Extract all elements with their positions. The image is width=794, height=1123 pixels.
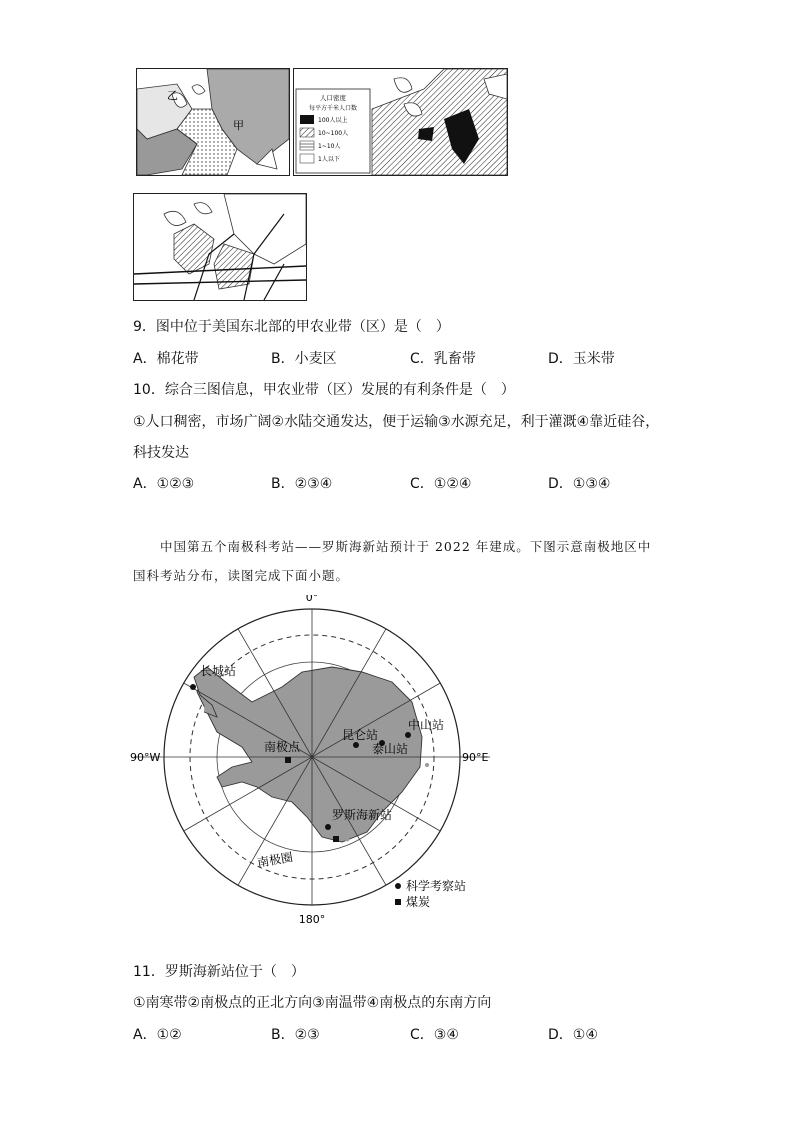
legend-station-label: 科学考察站 [406,879,467,893]
label-90w: 90°W [130,751,161,764]
q10-stem: 10．综合三图信息，甲农业带（区）发展的有利条件是（ ） [133,382,515,398]
label-zhongshan-station: 中山站 [408,718,445,732]
legend-coal-icon [395,899,401,905]
q10-option-b[interactable]: B．②③④ [271,476,333,492]
label-180-deg: 180° [298,913,326,925]
q9-stem: 9．图中位于美国东北部的甲农业带（区）是（ ） [133,319,450,335]
agriculture-map [136,68,290,176]
q11-option-a[interactable]: A．①② [133,1027,182,1043]
antarctic-map [130,595,490,925]
intro-line1: 中国第五个南极科考站——罗斯海新站预计于 2022 年建成。下图示意南极地区中 [160,539,652,554]
q10-conditions-line2: 科技发达 [133,445,189,461]
q11-option-b[interactable]: B．②③ [271,1027,320,1043]
legend-item-2: 10~100人 [318,130,349,137]
legend-title: 人口密度 [320,94,346,102]
q11-option-c[interactable]: C．③④ [410,1027,459,1043]
q11-conditions: ①南寒带②南极点的正北方向③南温带④南极点的东南方向 [133,995,492,1011]
label-antarctic-circle: 南极圈 [256,849,294,870]
q10-option-c[interactable]: C．①②④ [410,476,472,492]
label-jia: 甲 [233,119,244,132]
population-density-map [293,68,508,176]
label-0-deg: 0° [305,595,319,604]
ross-sea-station-dot [325,824,331,830]
coal-square-1 [285,757,291,763]
legend-station-icon [395,883,401,889]
label-90e: 90°E [462,751,489,764]
legend-item-1: 100人以上 [318,117,348,124]
q10-option-a[interactable]: A．①②③ [133,476,195,492]
transport-map [133,193,307,301]
legend-item-3: 1~10人 [318,143,341,150]
q10-conditions-line1: ①人口稠密，市场广阔②水陆交通发达，便于运输③水源充足，利于灌溉④靠近硅谷， [133,414,660,430]
zhongshan-station-dot [405,732,411,738]
legend-unit: 每平方千米人口数 [308,105,358,112]
label-taishan-station: 泰山站 [372,742,409,756]
label-kunlun-station: 昆仑站 [342,728,379,742]
kunlun-station-dot [353,742,359,748]
intro-line2: 国科考站分布，读图完成下面小题。 [133,568,350,583]
q11-option-d[interactable]: D．①④ [548,1027,598,1043]
legend-coal-label: 煤炭 [406,895,431,909]
label-great-wall-station: 长城站 [200,664,237,678]
q11-stem: 11．罗斯海新站位于（ ） [133,964,305,980]
legend-item-4: 1人以下 [318,156,340,163]
label-yi: 乙 [167,89,178,102]
q9-option-b[interactable]: B．小麦区 [271,351,337,367]
q9-option-c[interactable]: C．乳畜带 [410,351,476,367]
label-ross-sea-station: 罗斯海新站 [332,808,393,822]
q10-option-d[interactable]: D．①③④ [548,476,611,492]
q9-option-d[interactable]: D．玉米带 [548,351,615,367]
coal-square-2 [333,836,339,842]
great-wall-station-dot [190,684,196,690]
label-south-pole: 南极点 [264,740,301,754]
q9-option-a[interactable]: A．棉花带 [133,351,199,367]
